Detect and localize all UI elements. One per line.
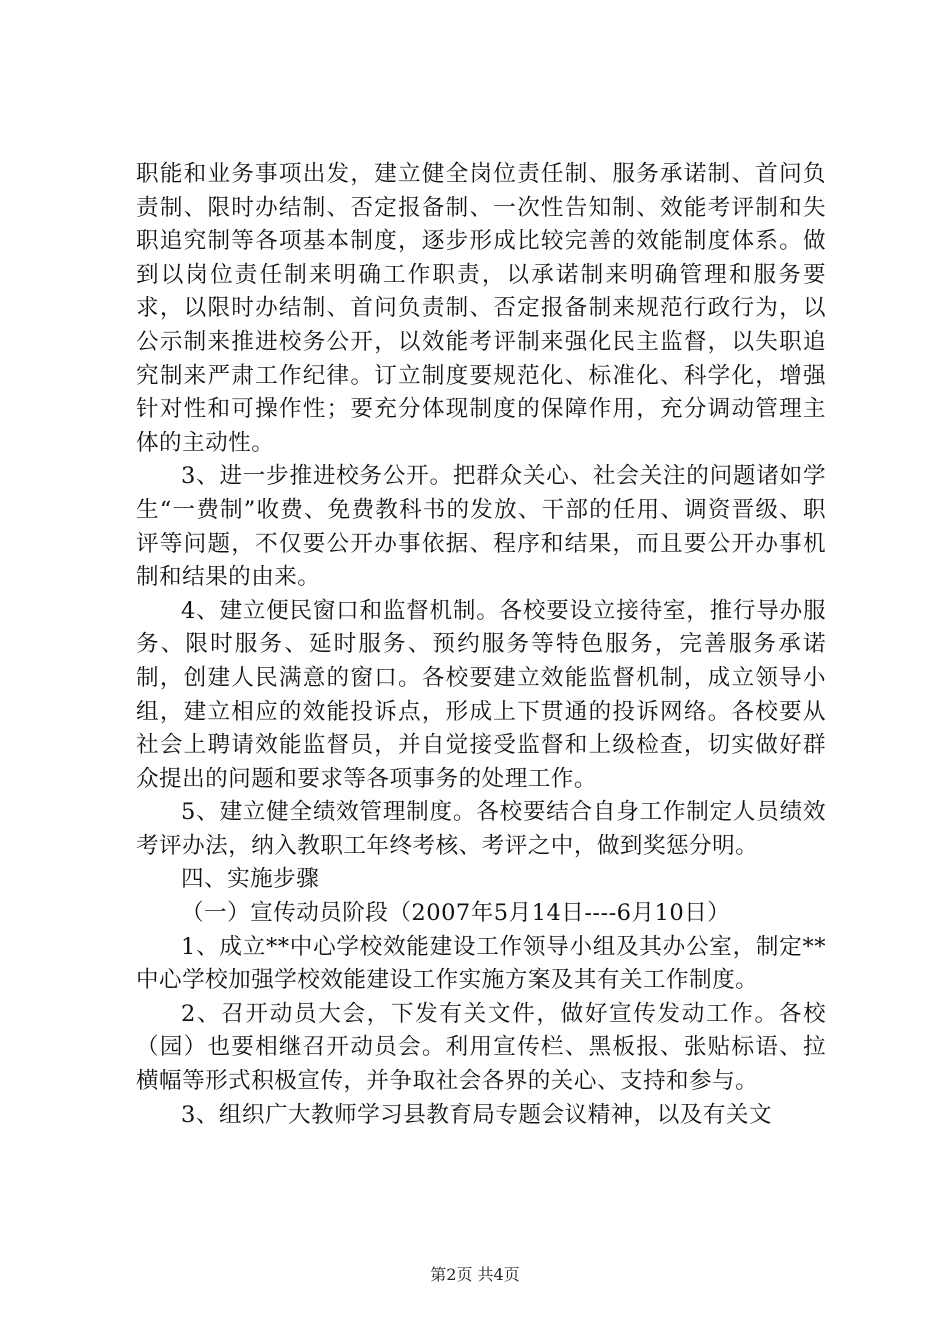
paragraph-step-1: 1、成立**中心学校效能建设工作领导小组及其办公室，制定**中心学校加强学校效能建设工作实施方案及其有关工作制度。 [136,933,826,994]
document-body [136,158,826,1132]
page-footer [0,1262,950,1285]
paragraph-item-4-service-window: 4、建立便民窗口和监督机制。各校要设立接待室，推行导办服务、限时服务、延时服务、预约服务等特色服务，完善服务承诺制，创建人民满意的窗口。各校要建立效能监督机制，成立领导小组，建立相应的效能投诉点，形成上下贯通的投诉网络。各校要从社会上聘请效能监督员，并自觉接受监督和上级检查，切实做好群众提出的问题和要求等各项事务的处理工作。 [136,597,826,792]
paragraph-system-building: 职能和业务事项出发，建立健全岗位责任制、服务承诺制、首问负责制、限时办结制、否定报备制、一次性告知制、效能考评制和失职追究制等各项基本制度，逐步形成比较完善的效能制度体系。做到以岗位责任制来明确工作职责，以承诺制来明确管理和服务要求，以限时办结制、首问负责制、否定报备制来规范行政行为，以公示制来推进校务公开，以效能考评制来强化民主监督，以失职追究制来严肃工作纪律。订立制度要规范化、标准化、科学化，增强针对性和可操作性；要充分体现制度的保障作用，充分调动管理主体的主动性。 [136,161,826,456]
section-heading-implementation-steps: 四、实施步骤 [181,866,320,893]
paragraph-step-2: 2、召开动员大会，下发有关文件，做好宣传发动工作。各校（园）也要相继召开动员会。利用宣传栏、黑板报、张贴标语、拉横幅等形式积极宣传，并争取社会各界的关心、支持和参与。 [136,1000,826,1095]
page-number-label: 第2页 共4页 [430,1265,520,1284]
subheading-mobilization-stage: （一）宣传动员阶段（2007年5月14日----6月10日） [181,900,731,927]
paragraph-item-5-performance: 5、建立健全绩效管理制度。各校要结合自身工作制定人员绩效考评办法，纳入教职工年终考核、考评之中，做到奖惩分明。 [136,799,826,859]
paragraph-step-3: 3、组织广大教师学习县教育局专题会议精神，以及有关文 [181,1101,772,1128]
paragraph-item-3-school-affairs: 3、进一步推进校务公开。把群众关心、社会关注的问题诸如学生“一费制”收费、免费教科书的发放、干部的任用、调资晋级、职评等问题，不仅要公开办事依据、程序和结果，而且要公开办事机制和结果的由来。 [136,463,826,591]
